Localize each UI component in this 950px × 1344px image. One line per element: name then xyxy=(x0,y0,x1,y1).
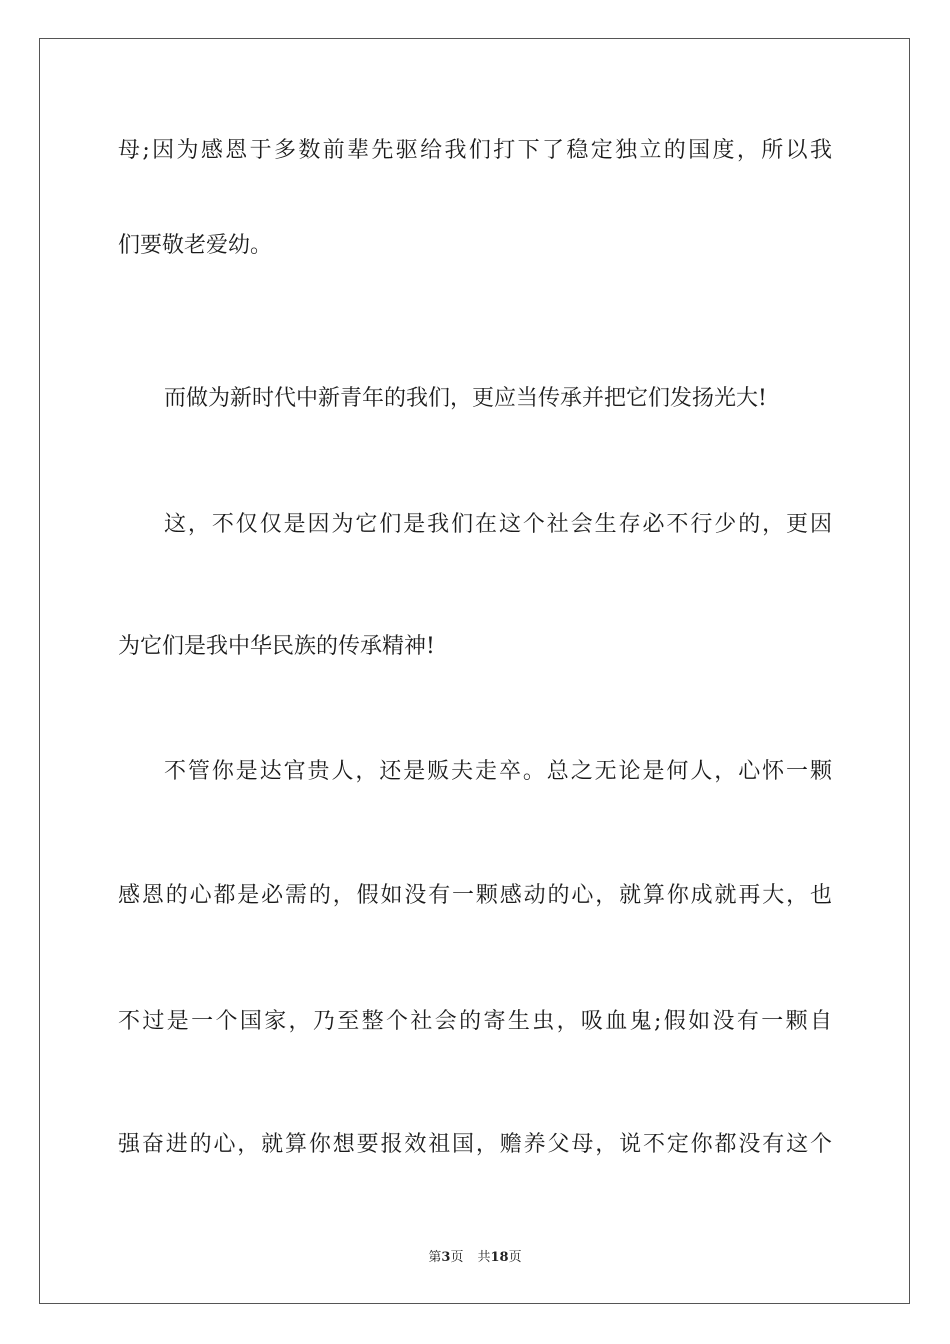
footer-total-suffix: 页 xyxy=(508,1250,522,1265)
footer-page-prefix: 第 xyxy=(428,1250,442,1265)
text-line-8: 不过是一个国家，乃至整个社会的寄生虫，吸血鬼;假如没有一颗自 xyxy=(118,1009,832,1034)
text-line-6: 不管你是达官贵人，还是贩夫走卒。总之无论是何人，心怀一颗 xyxy=(164,759,832,784)
text-line-9: 强奋进的心，就算你想要报效祖国，赡养父母，说不定你都没有这个 xyxy=(118,1132,832,1157)
footer-page-suffix: 页 xyxy=(450,1250,464,1265)
text-line-2: 们要敬老爱幼。 xyxy=(118,233,273,258)
page-frame xyxy=(39,38,910,1304)
footer-total-prefix: 共 xyxy=(477,1250,491,1265)
text-line-3: 而做为新时代中新青年的我们，更应当传承并把它们发扬光大! xyxy=(164,386,767,411)
text-line-4: 这，不仅仅是因为它们是我们在这个社会生存必不行少的，更因 xyxy=(164,512,832,537)
page-footer xyxy=(0,1246,950,1265)
text-line-1: 母;因为感恩于多数前辈先驱给我们打下了稳定独立的国度，所以我 xyxy=(118,138,832,163)
footer-page-number: 3 xyxy=(441,1250,451,1265)
footer-total-pages: 18 xyxy=(490,1250,509,1265)
text-line-5: 为它们是我中华民族的传承精神! xyxy=(118,634,435,659)
text-line-7: 感恩的心都是必需的，假如没有一颗感动的心，就算你成就再大，也 xyxy=(118,883,832,908)
